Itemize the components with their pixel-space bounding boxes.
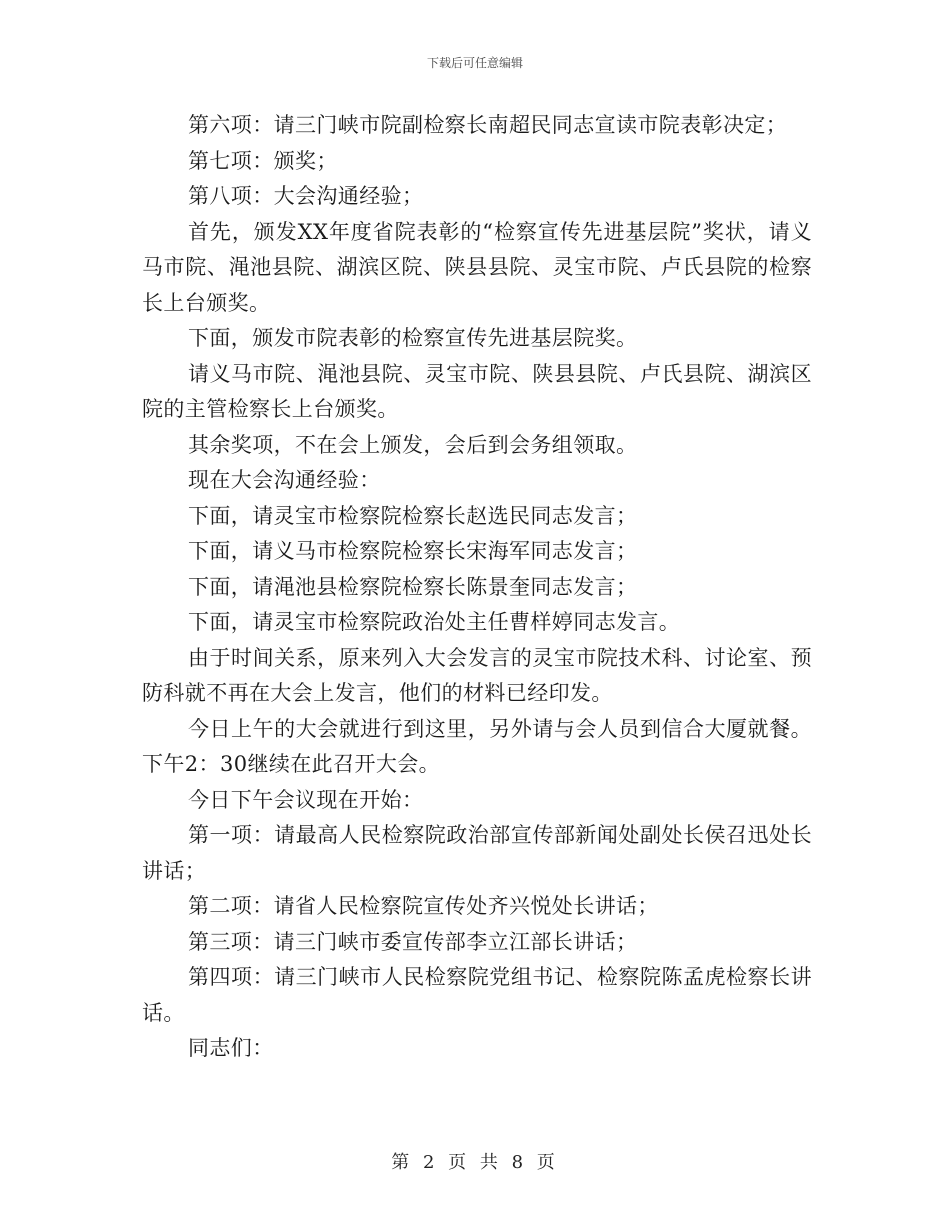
paragraph: 下面，请灵宝市检察院检察长赵选民同志发言； xyxy=(188,503,638,528)
paragraph: 同志们： xyxy=(188,1036,274,1060)
paragraph: 首先，颁发XX年度省院表彰的“检察宣传先进基层院”奖状，请义马市院、渑池县院、湖滨区院、陕县县院、灵宝市院、卢氏县院的检察长上台颁奖。 xyxy=(142,219,812,315)
paragraph: 下面，颁发市院表彰的检察宣传先进基层院奖。 xyxy=(188,326,638,350)
paragraph: 今日下午会议现在开始： xyxy=(188,787,424,812)
paragraph: 第四项：请三门峡市人民检察院党组书记、检察院陈孟虎检察长讲话。 xyxy=(142,965,812,1025)
paragraph: 由于时间关系，原来列入大会发言的灵宝市院技术科、讨论室、预防科就不再在大会上发言，他们的材料已经印发。 xyxy=(142,645,812,705)
paragraph: 其余奖项，不在会上颁发，会后到会务组领取。 xyxy=(188,432,638,457)
paragraph: 下面，请义马市检察院检察长宋海军同志发言； xyxy=(188,539,638,563)
paragraph: 第六项：请三门峡市院副检察长南超民同志宣读市院表彰决定； xyxy=(188,113,788,137)
document-body xyxy=(142,108,812,1067)
paragraph: 第一项：请最高人民检察院政治部宣传部新闻处副处长侯召迅处长讲话； xyxy=(142,823,812,883)
paragraph: 今日上午的大会就进行到这里，另外请与会人员到信合大厦就餐。下午2：30继续在此召开大会。 xyxy=(142,716,812,776)
paragraph: 第七项：颁奖； xyxy=(188,148,338,173)
paragraph: 请义马市院、渑池县院、灵宝市院、陕县县院、卢氏县院、湖滨区院的主管检察长上台颁奖。 xyxy=(142,361,812,421)
paragraph: 第三项：请三门峡市委宣传部李立江部长讲话； xyxy=(188,929,638,954)
paragraph: 第二项：请省人民检察院宣传处齐兴悦处长讲话； xyxy=(188,894,659,918)
paragraph: 下面，请灵宝市检察院政治处主任曹样婷同志发言。 xyxy=(188,610,681,634)
paragraph: 第八项：大会沟通经验； xyxy=(188,184,424,208)
paragraph: 现在大会沟通经验： xyxy=(188,468,381,492)
page-number-footer: 第 2 页 共 8 页 xyxy=(391,1152,559,1173)
page-header: 下载后可任意编辑 xyxy=(426,56,523,70)
paragraph: 下面，请渑池县检察院检察长陈景奎同志发言； xyxy=(188,574,638,599)
